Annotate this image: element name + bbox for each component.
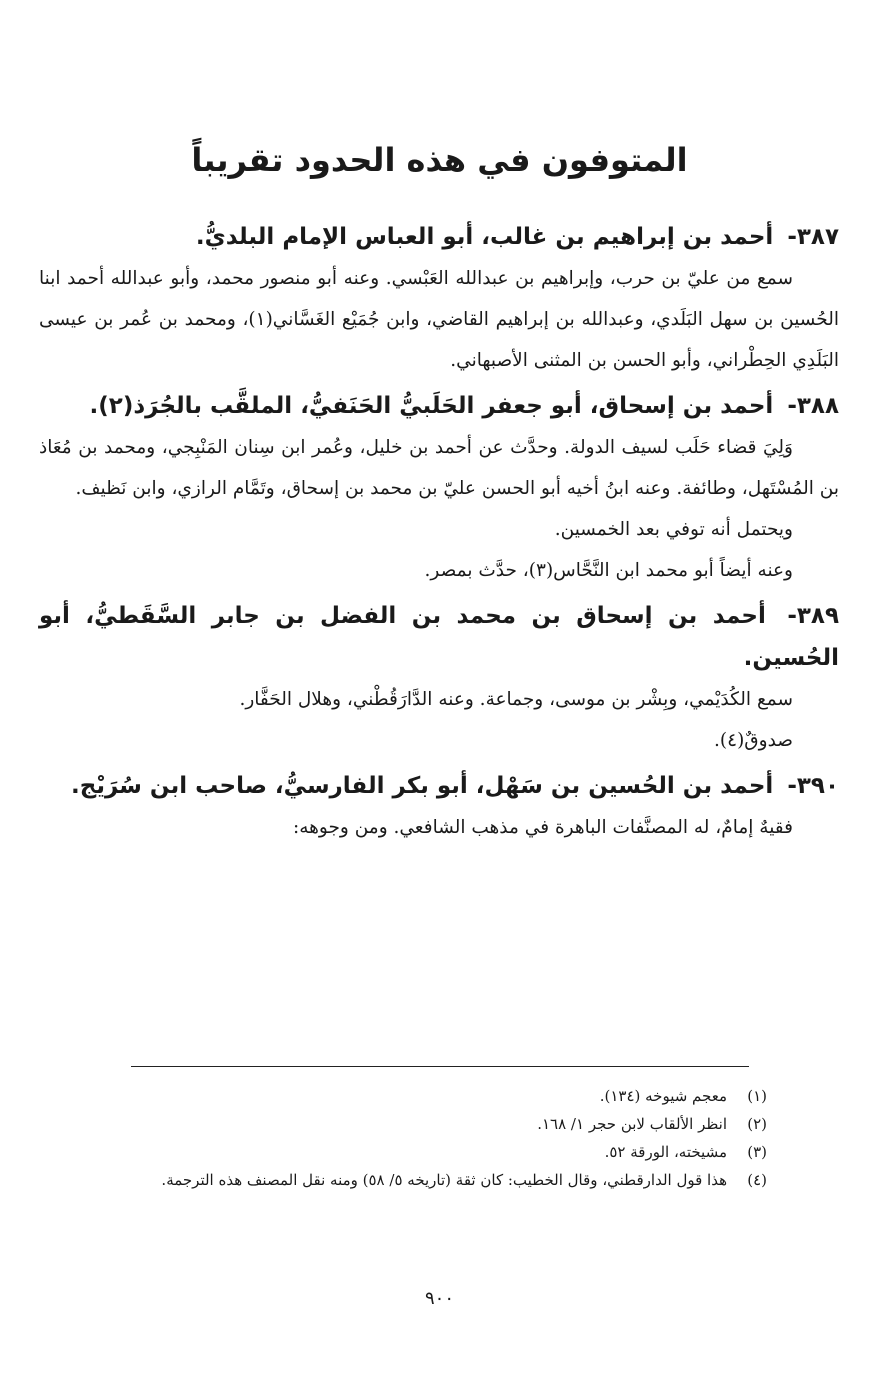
footnote-item [39, 1082, 767, 1110]
entry-heading-text: أحمد بن إبراهيم بن غالب، أبو العباس الإمام البلديُّ. [195, 224, 774, 250]
footnote-text: مشيخته، الورقة ٥٢. [604, 1143, 727, 1161]
entry-paragraph: ويحتمل أنه توفي بعد الخمسين. [554, 519, 793, 540]
entry-paragraph: سمع من عليّ بن حرب، وإبراهيم بن عبدالله العَبْسي. وعنه أبو منصور محمد، وأبو عبدالله أحمد ابنا الحُسين بن سهل البَلَدي، وعبدالله بن إبراهيم القاضي، وابن جُمَيْع الغَسَّاني(١)، ومحمد بن عُمر بن عيسى البَلَدِي الحِطْراني، وأبو الحسن بن المثنى الأصبهاني. [39, 268, 840, 371]
footnote-mark: (٤) [747, 1171, 767, 1189]
entry-number: ٣٨٧- [787, 224, 839, 250]
footnote-text: هذا قول الدارقطني، وقال الخطيب: كان ثقة (تاريخه ٥/ ٥٨) ومنه نقل المصنف هذه الترجمة. [161, 1171, 727, 1189]
entry-heading-text: أحمد بن الحُسين بن سَهْل، أبو بكر الفارسيُّ، صاحب ابن سُرَيْج. [71, 773, 774, 799]
entry-heading [39, 216, 839, 258]
entry-number: ٣٩٠- [787, 773, 839, 799]
footnote-mark: (١) [747, 1087, 767, 1105]
entry-heading [39, 765, 839, 807]
entry-paragraph: فقيهٌ إمامٌ، له المصنَّفات الباهرة في مذهب الشافعي. ومن وجوهه: [292, 817, 793, 838]
entry-paragraph: وعنه أيضاً أبو محمد ابن النَّحَّاس(٣)، حدَّث بمصر. [424, 560, 793, 581]
footnotes [39, 1082, 767, 1194]
page-number: ٩٠٠ [424, 1288, 454, 1309]
footnote-item [39, 1138, 767, 1166]
footnote-mark: (٣) [747, 1143, 767, 1161]
footnote-item [39, 1166, 767, 1194]
footnote-text: انظر الألقاب لابن حجر ١/ ١٦٨. [537, 1115, 727, 1133]
entries-body [39, 212, 839, 848]
entry-paragraph: صدوقٌ(٤). [714, 730, 793, 751]
entry-390 [39, 765, 839, 848]
footnote-item [39, 1110, 767, 1138]
entry-paragraph: سمع الكُدَيْمي، وبِشْر بن موسى، وجماعة. وعنه الدَّارَقُطْني، وهلال الحَفَّار. [239, 689, 793, 710]
footnote-mark: (٢) [747, 1115, 767, 1133]
footnote-text: معجم شيوخه (١٣٤). [599, 1087, 727, 1105]
footnote-separator [131, 1066, 749, 1067]
entry-heading [39, 595, 839, 679]
entry-heading-text: أحمد بن إسحاق بن محمد بن الفضل بن جابر السَّقَطيُّ، أبو الحُسين. [39, 603, 839, 671]
entry-heading-text: أحمد بن إسحاق، أبو جعفر الحَلَبيُّ الحَنَفيُّ، الملقَّب بالجُرَذ(٢). [89, 393, 774, 419]
entry-388 [39, 385, 839, 591]
entry-387 [39, 216, 839, 381]
section-title: المتوفون في هذه الحدود تقريباً [191, 141, 688, 179]
entry-paragraph: وَلِيَ قضاء حَلَب لسيف الدولة. وحدَّث عن أحمد بن خليل، وعُمر ابن سِنان المَنْبِجي، ومحمد بن مُعَاذ بن المُسْتَهل، وطائفة. وعنه ابنُ أخيه أبو الحسن عليّ بن محمد بن إسحاق، وتَمَّام الرازي، وابن نَظيف. [39, 437, 839, 499]
entry-number: ٣٨٩- [787, 603, 839, 629]
entry-389 [39, 595, 839, 761]
entry-number: ٣٨٨- [787, 393, 839, 419]
entry-heading [39, 385, 839, 427]
